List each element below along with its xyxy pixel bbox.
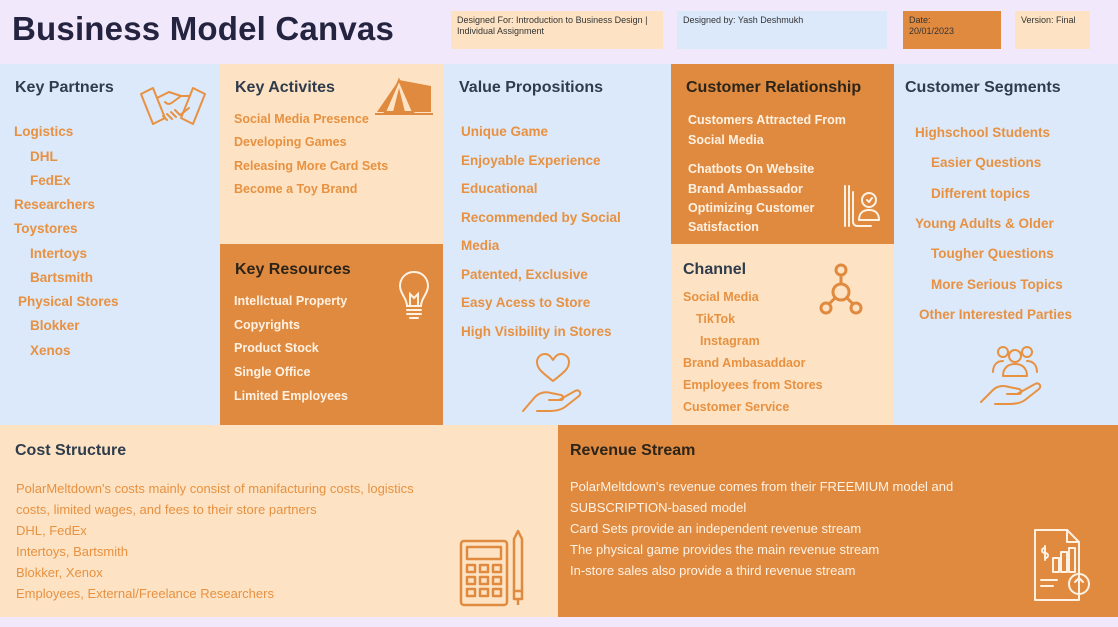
list-item: Satisfaction [688,220,759,234]
date-label: Date: [909,15,931,25]
list-item: Recommended by Social [461,210,621,225]
list-item: Intellctual Property [234,294,348,308]
list-item: Product Stock [234,341,319,355]
list-item: Optimizing Customer [688,201,815,215]
lightbulb-icon [397,268,431,324]
list-item: Single Office [234,365,311,379]
list-item: Intertoys [30,246,88,261]
list-item: DHL, FedEx [16,523,87,538]
channel-panel [671,244,894,425]
key-resources-heading: Key Resources [235,261,351,278]
list-item: Blokker, Xenox [16,565,103,580]
list-item: Copyrights [234,318,300,332]
list-item: High Visibility in Stores [461,324,612,339]
report-icon [1031,526,1095,604]
list-item: Highschool Students [915,125,1050,140]
customer-relationship-panel [671,64,894,244]
date-box [903,11,1001,49]
network-icon [819,262,863,318]
designed-for: Designed For: Introduction to Business Design | Individual Assignment [451,11,663,49]
customer-segments-heading: Customer Segments [905,79,1061,96]
customer-segments-panel [894,64,1118,425]
contact-icon [839,182,885,230]
page-title: Business Model Canvas [12,10,394,47]
list-item: Social Media Presence [234,112,369,126]
list-item: Releasing More Card Sets [234,159,389,173]
list-item: Employees, External/Freelance Researchers [16,586,274,601]
list-item: Blokker [30,318,80,333]
list-item: More Serious Topics [931,277,1063,292]
list-item: Media [461,238,500,253]
list-item: Educational [461,181,538,196]
handshake-icon [137,78,209,138]
channel-heading: Channel [683,261,747,278]
list-item: Enjoyable Experience [461,153,601,168]
value-propositions-panel [443,64,671,425]
list-item: Young Adults & Older [915,216,1054,231]
heart-hand-icon [519,351,589,415]
designed-by: Designed by: Yash Deshmukh [677,11,887,49]
list-item: Chatbots On Website [688,162,815,176]
list-item: Social Media [688,133,764,147]
list-item: Bartsmith [30,270,94,285]
key-partners-panel [0,64,220,425]
list-item: DHL [30,149,58,164]
list-item: Limited Employees [234,389,348,403]
value-propositions-heading: Value Propositions [459,79,604,96]
list-item: PolarMeltdown's revenue comes from their FREEMIUM model and [570,479,954,494]
customer-relationship-heading: Customer Relationship [686,79,862,96]
list-item: Card Sets provide an independent revenue stream [570,521,862,536]
list-item: Brand Ambasaddaor [683,356,806,370]
list-item: Toystores [14,221,78,236]
revenue-stream-heading: Revenue Stream [570,442,696,459]
cost-structure-heading: Cost Structure [15,442,127,459]
list-item: In-store sales also provide a third revenue stream [570,563,856,578]
list-item: Brand Ambassador [688,182,803,196]
list-item: The physical game provides the main revenue stream [570,542,880,557]
list-item: PolarMeltdown's costs mainly consist of manifacturing costs, logistics [16,481,414,496]
list-item: Researchers [14,197,96,212]
people-hand-icon [979,342,1051,406]
tent-icon [373,76,435,116]
list-item: Easier Questions [931,155,1042,170]
list-item: Xenos [30,343,71,358]
list-item: Customers Attracted From [688,113,846,127]
list-item: Patented, Exclusive [461,267,588,282]
list-item: costs, limited wages, and fees to their store partners [16,502,317,517]
key-activities-panel [220,64,443,244]
list-item: Intertoys, Bartsmith [16,544,128,559]
key-resources-panel [220,244,443,425]
calculator-icon [458,529,532,609]
version: Version: Final [1015,11,1090,49]
list-item: Developing Games [234,135,347,149]
key-partners-heading: Key Partners [15,79,114,96]
list-item: Employees from Stores [683,378,823,392]
cost-structure-panel [0,425,558,617]
date-value: 20/01/2023 [909,26,955,36]
list-item: Customer Service [683,400,790,414]
list-item: Logistics [14,124,74,139]
list-item: Physical Stores [18,294,119,309]
list-item: Social Media [683,290,759,304]
list-item: SUBSCRIPTION-based model [570,500,747,515]
list-item: Easy Acess to Store [461,295,591,310]
list-item: Instagram [700,334,760,348]
revenue-stream-panel [558,425,1118,617]
list-item: Become a Toy Brand [234,182,358,196]
key-activities-heading: Key Activites [235,79,335,96]
list-item: FedEx [30,173,71,188]
list-item: Unique Game [461,124,549,139]
list-item: Different topics [931,186,1031,201]
list-item: Tougher Questions [931,246,1054,261]
list-item: Other Interested Parties [919,307,1073,322]
list-item: TikTok [696,312,736,326]
